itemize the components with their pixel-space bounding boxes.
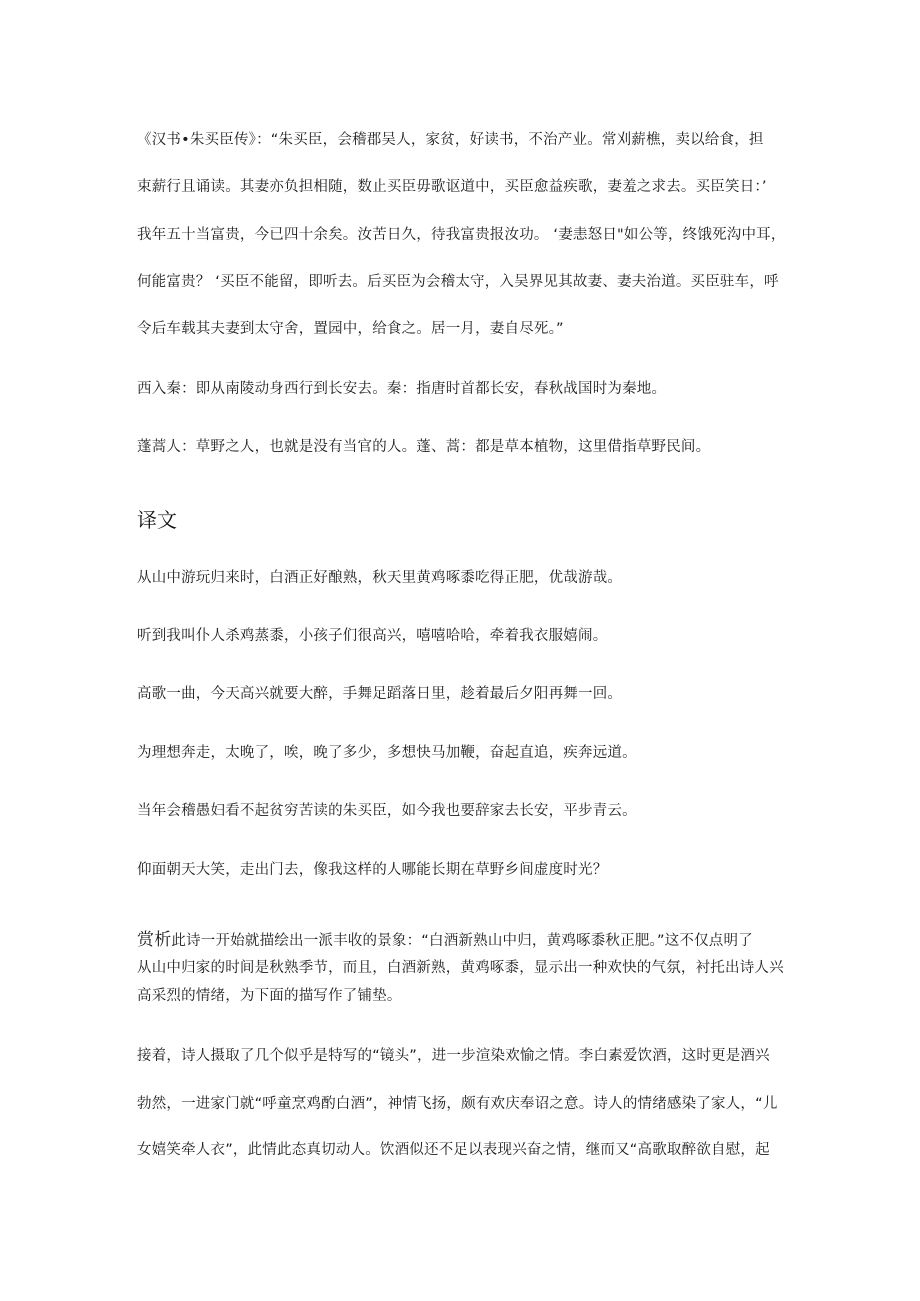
translation-line-3: 高歌一曲，今天高兴就要大醉，手舞足蹈落日里，趁着最后夕阳再舞一回。 xyxy=(137,686,623,702)
appreciation-para2-line-2: 勃然，一进家门就“呼童烹鸡酌白酒”，神情飞扬，颇有欢庆奉诏之意。诗人的情绪感染了家人，“儿 xyxy=(137,1096,778,1112)
translation-line-1: 从山中游玩归来时，白酒正好酿熟，秋天里黄鸡啄黍吃得正肥，优哉游哉。 xyxy=(137,570,623,586)
appreciation-para2-line-1: 接着，诗人摄取了几个似乎是特写的“镜头”，进一步渲染欢愉之情。李白素爱饮酒，这时更是酒兴 xyxy=(137,1048,770,1064)
translation-line-6: 仰面朝天大笑，走出门去，像我这样的人哪能长期在草野乡间虚度时光？ xyxy=(137,862,608,878)
note-hanshu-line-5: 令后车载其夫妻到太守舍，置园中，给食之。居一月，妻自尽死。” xyxy=(137,321,564,337)
appreciation-line-1 xyxy=(137,930,797,951)
appreciation-line-3: 高采烈的情绪，为下面的描写作了铺垫。 xyxy=(137,988,402,1004)
translation-line-5: 当年会稽愚妇看不起贫穷苦读的朱买臣，如今我也要辞家去长安，平步青云。 xyxy=(137,803,637,819)
appreciation-line-2: 从山中归家的时间是秋熟季节，而且，白酒新熟，黄鸡啄黍，显示出一种欢快的气氛，衬托出诗人兴 xyxy=(137,960,784,976)
note-hanshu-line-3: 我年五十当富贵，今已四十余矣。汝苦日久，待我富贵报汝功。 ‘妻恚怒日"如公等，终饿死沟中耳， xyxy=(137,227,786,243)
note-hanshu-line-4: 何能富贵？ ‘买臣不能留，即听去。后买臣为会稽太守，入吴界见其故妻、妻夫治道。买臣驻车，呼 xyxy=(137,274,779,290)
translation-heading: 译文 xyxy=(137,508,177,532)
note-xiruqin: 西入秦：即从南陵动身西行到长安去。秦：指唐时首都长安，春秋战国时为秦地。 xyxy=(137,381,667,397)
appreciation-first-line-text: 此诗一开始就描绘出一派丰收的景象：“白酒新熟山中归，黄鸡啄黍秋正肥。”这不仅点明了 xyxy=(171,933,753,949)
note-penghaoren: 蓬蒿人：草野之人，也就是没有当官的人。蓬、蒿：都是草本植物，这里借指草野民间。 xyxy=(137,439,711,455)
translation-line-4: 为理想奔走，太晚了，唉，晚了多少，多想快马加鞭，奋起直追，疾奔远道。 xyxy=(137,745,637,761)
note-hanshu-line-2: 束薪行且诵读。其妻亦负担相随，数止买臣毋歌讴道中，买臣愈益疾歌，妻羞之求去。买臣笑日：’ xyxy=(137,179,767,195)
note-hanshu-line-1: 《汉书•朱买臣传》：“朱买臣，会稽郡吴人，家贫，好读书，不治产业。常刈薪樵，卖以给食，担 xyxy=(137,132,764,148)
appreciation-para2-line-3: 女嬉笑牵人衣”，此情此态真切动人。饮酒似还不足以表现兴奋之情，继而又“高歌取醉欲自慰，起 xyxy=(137,1142,770,1158)
translation-line-2: 听到我叫仆人杀鸡蒸黍，小孩子们很高兴，嘻嘻哈哈，牵着我衣服嬉闹。 xyxy=(137,628,608,644)
appreciation-label: 赏析 xyxy=(137,930,172,950)
